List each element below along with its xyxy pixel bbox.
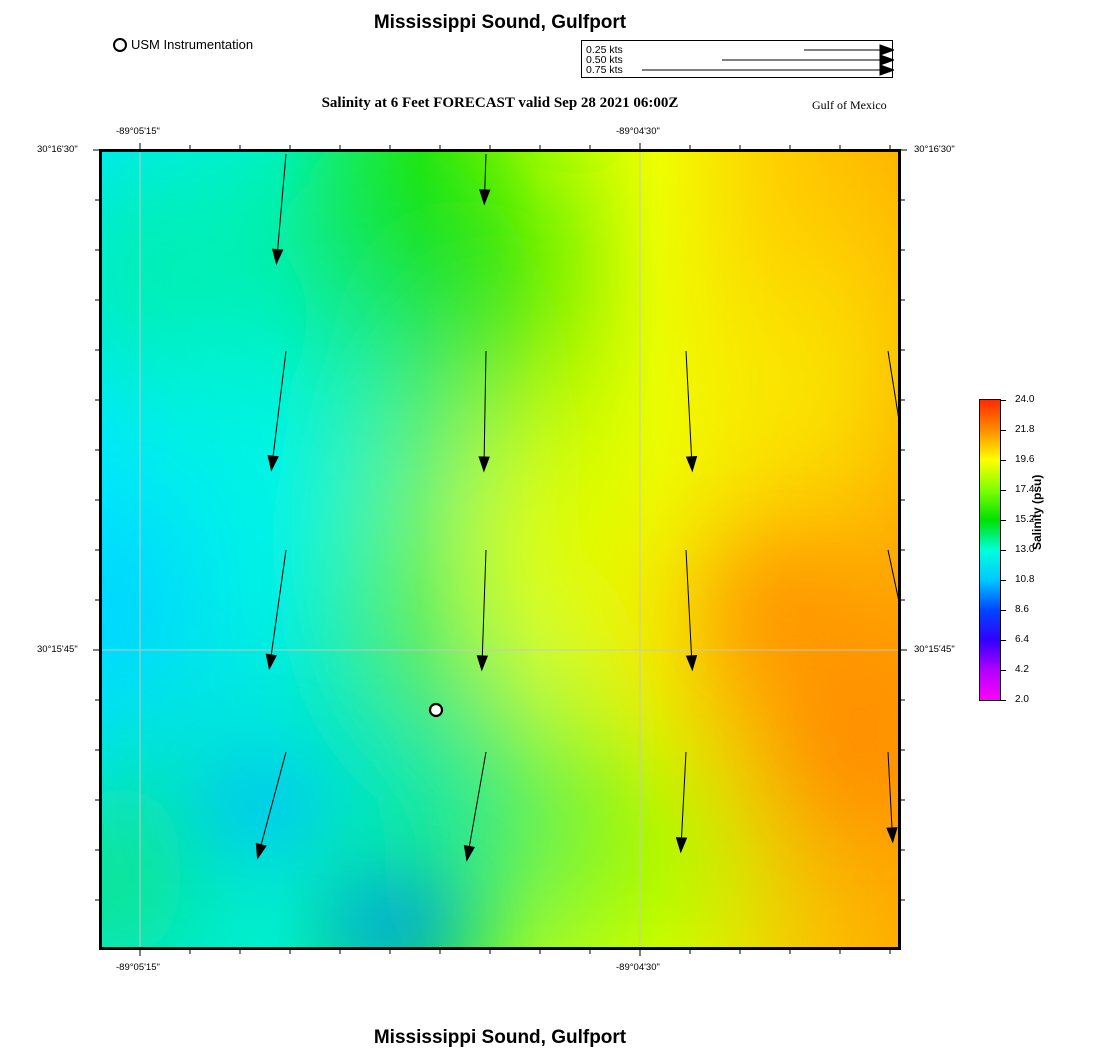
lon-tick-label: -89°05'15": [116, 126, 160, 137]
salinity-map[interactable]: [99, 149, 901, 950]
site-legend-label: USM Instrumentation: [131, 37, 254, 52]
region-label: Gulf of Mexico: [812, 98, 887, 112]
colorbar-tick: [1001, 400, 1006, 401]
lat-tick-label: 30°15'45": [914, 644, 955, 655]
colorbar-tick-label: 10.8: [1015, 574, 1035, 585]
colorbar-tick: [1001, 520, 1006, 521]
colorbar-tick: [1001, 700, 1006, 701]
colorbar: [979, 399, 1001, 701]
lon-tick-label: -89°04'30": [616, 962, 660, 973]
lat-tick-label: 30°16'30": [914, 144, 955, 155]
colorbar-tick: [1001, 580, 1006, 581]
colorbar-tick-label: 24.0: [1015, 394, 1035, 405]
colorbar-tick: [1001, 490, 1006, 491]
usm-instrumentation-marker-icon[interactable]: [430, 704, 442, 716]
colorbar-tick: [1001, 460, 1006, 461]
colorbar-tick-label: 13.0: [1015, 544, 1035, 555]
salinity-field: [102, 152, 898, 947]
vector-scale-label: 0.50 kts: [586, 54, 623, 66]
colorbar-tick: [1001, 670, 1006, 671]
colorbar-gradient: [980, 400, 1000, 700]
colorbar-tick: [1001, 610, 1006, 611]
colorbar-tick-label: 6.4: [1015, 634, 1029, 645]
colorbar-tick-label: 19.6: [1015, 454, 1035, 465]
map-title: Mississippi Sound, Gulfport: [373, 12, 627, 33]
colorbar-tick-label: 2.0: [1015, 694, 1029, 705]
colorbar-title: Salinity (psu): [1030, 474, 1044, 550]
colorbar-tick-label: 8.6: [1015, 604, 1029, 615]
colorbar-tick: [1001, 430, 1006, 431]
colorbar-tick-label: 4.2: [1015, 664, 1029, 675]
lat-tick-label: 30°16'30": [37, 144, 78, 155]
colorbar-tick: [1001, 550, 1006, 551]
colorbar-tick: [1001, 640, 1006, 641]
lon-tick-label: -89°05'15": [116, 962, 160, 973]
colorbar-tick-label: 17.4: [1015, 484, 1035, 495]
colorbar-tick-label: 15.2: [1015, 514, 1035, 525]
map-subtitle: Salinity at 6 Feet FORECAST valid Sep 28 2021 06:00Z: [321, 95, 679, 111]
footer-title: Mississippi Sound, Gulfport: [373, 1027, 627, 1048]
vector-scale-label: 0.25 kts: [586, 44, 623, 56]
colorbar-tick-label: 21.8: [1015, 424, 1035, 435]
lon-tick-label: -89°04'30": [616, 126, 660, 137]
vector-scale-label: 0.75 kts: [586, 64, 623, 76]
lat-tick-label: 30°15'45": [37, 644, 78, 655]
